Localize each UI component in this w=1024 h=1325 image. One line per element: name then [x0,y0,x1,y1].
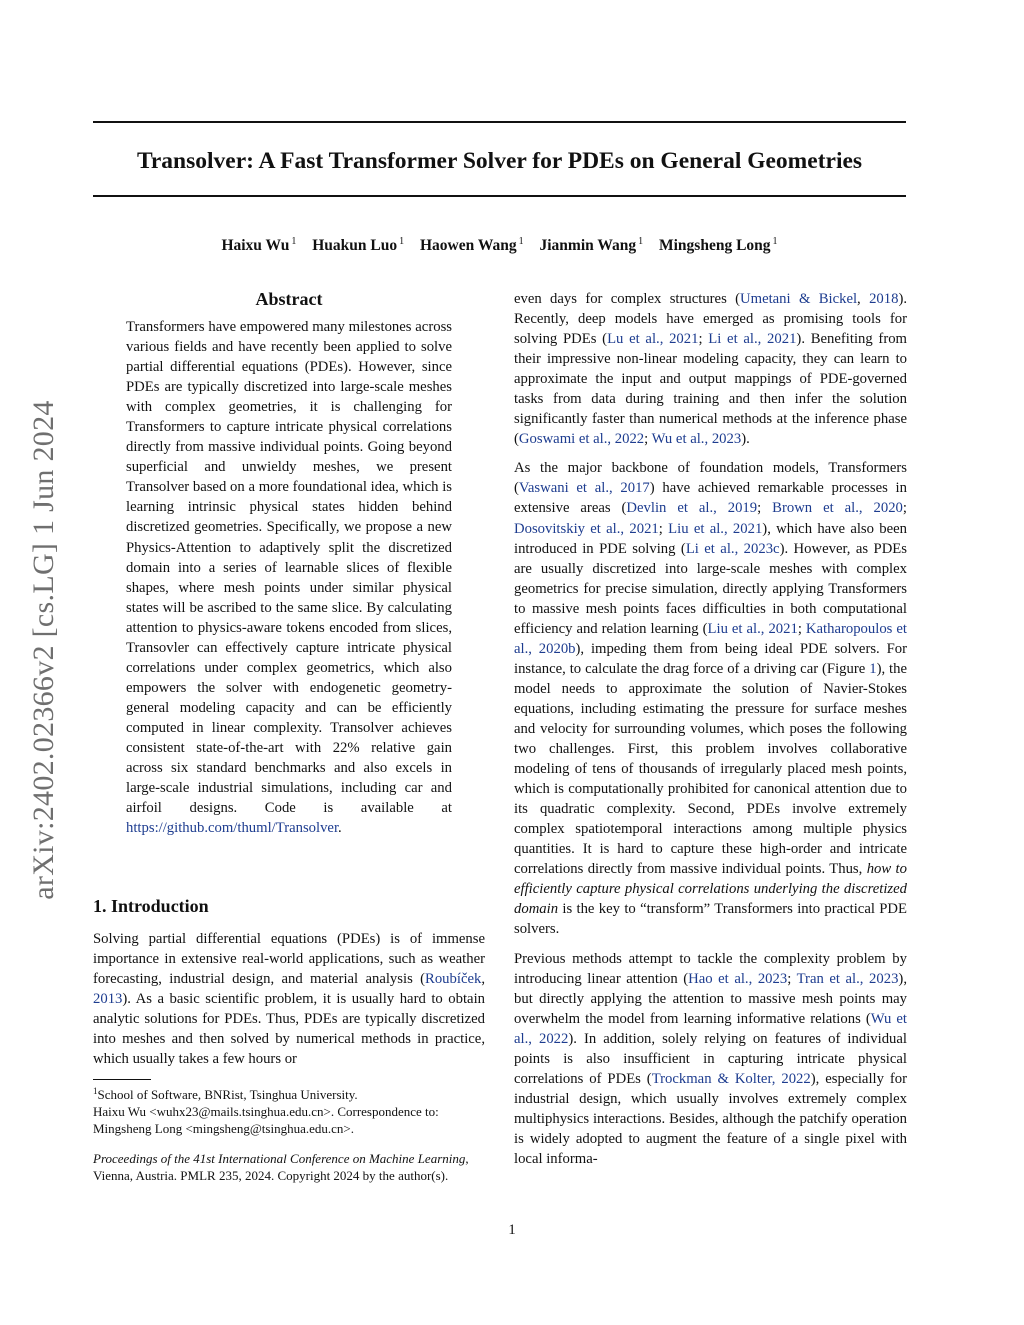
text: ; [797,620,806,637]
text: Solving partial differential equations (PDEs) is of immense importance in extensive real-world applications, such as weather forecasting, industrial design, and material analysis ( [93,931,485,988]
text: ) have achieved remarkable processes in extensive areas ( [514,480,907,517]
figure-reference-link[interactable]: 1 [869,660,877,677]
author-affiliation-mark: 1 [638,236,644,247]
text: ). As a basic scientific problem, it is usually hard to obtain analytic solutions for PDEs. Thus, PDEs are typically discretized into meshes and then solved by numerical methods in practice, which usually takes a few hours or [93,991,485,1068]
author [312,237,404,254]
footnote-mark: 1 [93,1086,98,1096]
text: ), which have also been introduced in PDE solving ( [514,520,907,557]
citation-link[interactable]: Li et al., 2021 [708,331,797,348]
text: ; [902,500,907,517]
author [539,237,643,254]
text: ), especially for industrial design, which usually involves extremely complex multiphysics interactions. Besides, although the patchify operation is widely adopted to augment the feature of a single pixel with local informa- [514,1070,907,1167]
text: ; [787,970,797,987]
text: School of Software, BNRist, Tsinghua University. [97,1087,358,1102]
page-number: 1 [508,1222,516,1238]
title-bottom-rule [93,195,906,197]
introduction-body [93,929,485,1069]
footnote-affiliation [93,1083,485,1103]
text: As the major backbone of foundation models, Transformers ( [514,460,907,497]
text: ), impeding them from being ideal PDE solvers. For instance, to calculate the drag force of a driving car (Figure [514,640,907,677]
citation-link[interactable]: Vaswani et al., 2017 [518,480,650,497]
author-affiliation-mark: 1 [291,236,297,247]
author-name: Mingsheng Long [659,237,771,254]
text: ; [698,331,709,348]
citation-link[interactable]: Wu et al., 2023 [651,431,742,448]
section-heading-introduction: 1. Introduction [93,896,209,916]
author [420,237,524,254]
text: ), the model needs to approximate the solution of Navier-Stokes equations, including estimating the pressure for surface meshes and velocity for surrounding volumes, which poses the following two challenges. First, this problem involves collaborative modeling of tens of thousands of irregularly placed mesh points, which is computationally prohibited for canonical attention due to its quadratic complexity. Second, PDEs involve extremely complex spatiotemporal interactions among multiple physics quantities. It is hard to capture these high-order and intricate correlations directly from massive individual points. Thus, [514,660,908,878]
author-name: Jianmin Wang [539,237,637,254]
author-affiliation-mark: 1 [772,236,778,247]
text: ), but directly applying the attention to massive mesh points may overwhelm the model from learning informative relations ( [514,970,907,1027]
text: ; [644,431,652,448]
text: ). However, as PDEs are usually discretized into large-scale meshes with complex geometrics for precise simulation, directly applying Transformers to massive mesh points faces difficulties in both computational efficiency and relation learning ( [514,540,907,637]
right-column [514,289,907,1169]
abstract-heading: Abstract [255,289,323,309]
citation-link[interactable]: Brown et al., 2020 [772,500,903,517]
citation-link[interactable]: 2013 [93,991,123,1008]
text: ). [741,431,750,448]
title-top-rule [93,121,906,123]
footnote-rule [93,1079,151,1080]
author-name: Haixu Wu [221,237,290,254]
citation-link[interactable]: Liu et al., 2021 [707,620,798,637]
author-affiliation-mark: 1 [399,236,405,247]
citation-link[interactable]: 2018 [869,291,899,307]
citation-link[interactable]: Roubíček [425,971,482,988]
text: Previous methods attempt to tackle the complexity problem by introducing linear attention ( [514,950,907,987]
citation-link[interactable]: Liu et al., 2021 [668,520,763,537]
text: ). Benefiting from their impressive non-linear modeling capacity, they can learn to approximate the input and output mappings of PDE-governed tasks from data during training and then infer the solution significantly faster than numerical methods at the inference phase ( [514,331,907,448]
author-affiliation-mark: 1 [518,236,524,247]
text: ). In addition, solely relying on features of individual points is also insufficient in capturing intricate physical correlations of PDEs ( [514,1030,907,1087]
paragraph [514,289,907,449]
paper-title: Transolver: A Fast Transformer Solver for PDEs on General Geometries [136,148,863,174]
text: ). Recently, deep models have emerged as promising tools for solving PDEs ( [514,291,908,348]
abstract-body [126,317,452,838]
text: , [857,291,870,307]
text: ; [757,500,773,517]
abstract-paragraph [126,317,452,838]
citation-link[interactable]: Wu et al., 2022 [514,1010,908,1047]
text: ; [658,520,669,537]
arxiv-identifier-stamp: arXiv:2402.02366v2 [cs.LG] 1 Jun 2024 [27,400,60,900]
citation-link[interactable]: Devlin et al., 2019 [626,500,758,517]
text: , [481,971,485,988]
text: is the key to “transform” Transformers into practical PDE solvers. [514,901,907,938]
code-link[interactable]: https://github.com/thuml/Transolver [126,820,339,837]
footnote [93,1083,485,1184]
citation-link[interactable]: Li et al., 2023c [685,540,780,557]
text: , Vienna, Austria. PMLR 235, 2024. Copyright 2024 by the author(s). [93,1151,469,1183]
text: even days for complex structures ( [514,291,741,307]
proceedings-title: Proceedings of the 41st International Conference on Machine Learning [93,1151,466,1166]
emphasized-text: how to efficiently capture physical correlations underlying the discretized domain [514,861,907,918]
paragraph [514,458,907,939]
citation-link[interactable]: Hao et al., 2023 [688,970,788,987]
citation-link[interactable]: Lu et al., 2021 [607,331,699,348]
author-name: Huakun Luo [312,237,398,254]
author [659,237,778,254]
citation-link[interactable]: Goswami et al., 2022 [518,431,645,448]
footnote-contact: Haixu Wu <wuhx23@mails.tsinghua.edu.cn>. Correspondence to: Mingsheng Long <mingsheng@tsinghua.edu.cn>. [93,1104,439,1136]
abstract-end: . [338,820,342,837]
citation-link[interactable]: Umetani & Bickel [740,291,858,307]
citation-link[interactable]: Katharopoulos et al., 2020b [514,620,907,657]
author-name: Haowen Wang [419,237,517,254]
paragraph [93,929,485,1069]
citation-link[interactable]: Tran et al., 2023 [796,970,899,987]
author [221,237,296,254]
paragraph [514,949,907,1170]
abstract-text: Transformers have empowered many milestones across various fields and have recently been applied to solve partial differential equations (PDEs). However, since PDEs are typically discretized into large-scale meshes with complex geometries, it is challenging for Transformers to capture intricate physical correlations directly from massive individual points. Going beyond superficial and unwieldy meshes, we present Transolver based on a more foundational idea, which is learning intrinsic physical states hidden behind discretized geometries. Specifically, we propose a new Physics-Attention to adaptively split the discretized domain into a series of learnable slices of flexible shapes, where mesh points under similar physical states will be ascribed to the same slice. By calculating attention to physics-aware tokens encoded from slices, Transovler can effectively capture intricate physical correlations under complex geometrics, which also empowers the solver with endogenetic geometry-general modeling capacity and can be efficiently computed in linear complexity. Transolver achieves consistent state-of-the-art with 22% relative gain across six standard benchmarks and also excels in large-scale industrial simulations, including car and airfoil designs. Code is available at [126,319,452,817]
citation-link[interactable]: Trockman & Kolter, 2022 [651,1070,811,1087]
author-list [93,229,906,259]
proceedings-note [93,1150,485,1184]
citation-link[interactable]: Dosovitskiy et al., 2021 [514,520,659,537]
